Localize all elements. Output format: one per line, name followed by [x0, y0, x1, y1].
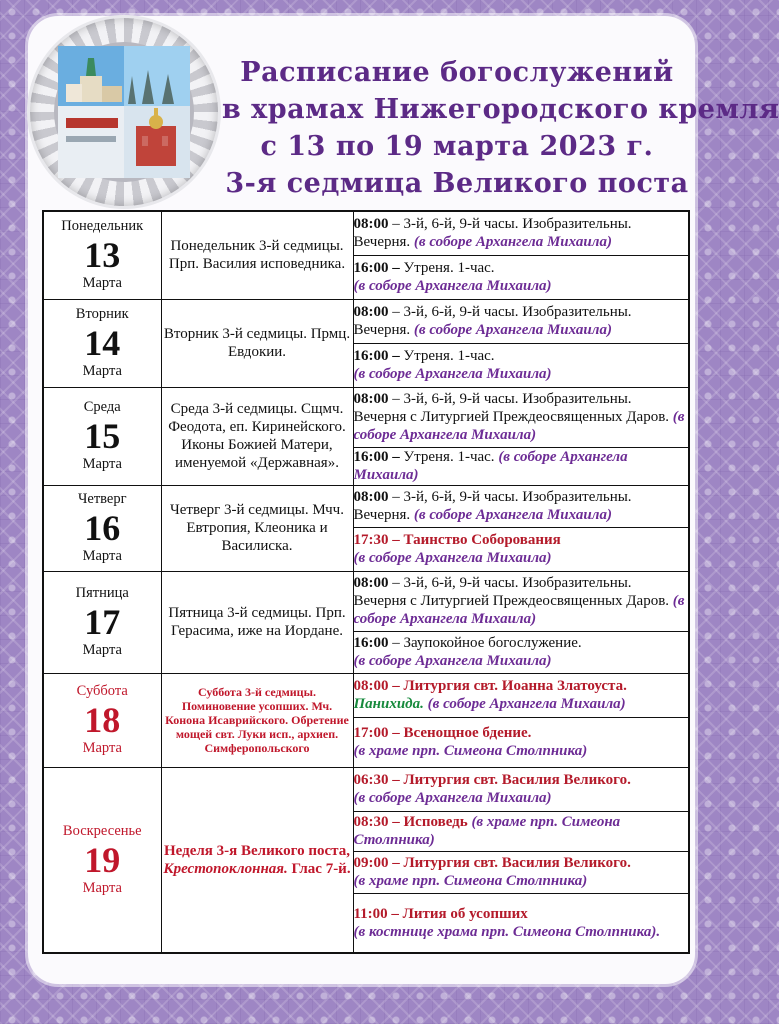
- service-extra: Панихида.: [353, 696, 424, 712]
- day-name: Вторник: [75, 306, 129, 322]
- service-entry: [353, 527, 689, 571]
- service-text: Исповедь: [403, 814, 468, 830]
- title-line-2: в храмах Нижегородского кремля: [222, 94, 779, 125]
- service-location: (в соборе Архангела Михаила): [413, 322, 612, 338]
- service-entry: [353, 851, 689, 893]
- service-separator: –: [388, 772, 404, 788]
- day-cell-friday: [43, 571, 161, 673]
- day-description: [161, 767, 353, 953]
- day-number: 17: [84, 602, 121, 642]
- service-time: 08:00: [353, 216, 389, 233]
- day-cell-tuesday: [43, 299, 161, 387]
- day-name: Воскресенье: [62, 822, 142, 839]
- day-cell-saturday: [43, 673, 161, 767]
- service-location: (в соборе Архангела Михаила): [353, 593, 685, 627]
- day-number: 18: [84, 700, 121, 740]
- day-name: Суббота: [76, 683, 128, 699]
- day-number: 15: [84, 416, 121, 456]
- service-time: 08:00: [353, 391, 389, 407]
- service-entry: [353, 767, 689, 811]
- day-month: Марта: [82, 879, 122, 896]
- day-number: 16: [84, 508, 121, 548]
- service-text: Литургия свт. Василия Великого.: [403, 855, 631, 871]
- service-location: (в соборе Архангела Михаила): [353, 790, 552, 806]
- title-line-3: с 13 по 19 марта 2023 г.: [260, 131, 654, 162]
- service-entry: [353, 717, 689, 767]
- day-name: Пятница: [75, 585, 129, 601]
- service-text: Утреня. 1-час.: [403, 449, 495, 465]
- service-text: Заупокойное богослужение.: [403, 635, 582, 651]
- service-time: 17:30: [353, 532, 389, 548]
- service-entry: [353, 447, 689, 485]
- day-cell-sunday: [43, 767, 161, 953]
- day-description: Среда 3-й седмицы. Сщмч. Феодота, еп. Киринейского. Иконы Божией Матери, именуемой «Державная».: [161, 387, 353, 485]
- day-cell-wednesday: [43, 387, 161, 485]
- table-row: [43, 673, 689, 717]
- day-name: Понедельник: [61, 218, 144, 235]
- title-line-1: Расписание богослужений: [240, 57, 674, 88]
- day-month: Марта: [82, 740, 122, 756]
- service-text: Лития об усопших: [402, 905, 528, 922]
- service-location: (в соборе Архангела Михаила): [413, 234, 612, 251]
- day-month: Марта: [82, 548, 122, 564]
- service-entry: [353, 673, 689, 717]
- service-location: (в соборе Архангела Михаила): [413, 507, 612, 523]
- table-row: [43, 485, 689, 527]
- service-text: 3-й, 6-й, 9-й часы. Изобразительны. Вечерня.: [353, 216, 632, 251]
- day-description: Вторник 3-й седмицы. Прмц. Евдокии.: [161, 299, 353, 387]
- desc-part: Глас 7-й.: [287, 860, 351, 877]
- service-location: (в храме прп. Симеона Столпника): [353, 743, 588, 759]
- service-entry: [353, 571, 689, 631]
- day-description: Четверг 3-й седмицы. Мчч. Евтропия, Клеоника и Василиска.: [161, 485, 353, 571]
- day-cell-thursday: [43, 485, 161, 571]
- service-text: 3-й, 6-й, 9-й часы. Изобразительны. Вечерня.: [353, 489, 632, 523]
- service-entry: [353, 299, 689, 343]
- service-entry: [353, 811, 689, 851]
- title-line-4: 3-я седмица Великого поста: [225, 168, 689, 199]
- service-time: 08:00: [353, 489, 389, 505]
- table-row: [43, 211, 689, 255]
- service-location: (в костнице храма прп. Симеона Столпника).: [353, 923, 661, 940]
- service-location: (в соборе Архангела Михаила): [353, 449, 628, 483]
- service-location: (в соборе Архангела Михаила): [353, 278, 552, 294]
- service-text: Литургия свт. Василия Великого.: [403, 772, 631, 788]
- service-separator: –: [388, 635, 404, 651]
- service-separator: –: [387, 905, 403, 922]
- service-location: (в соборе Архангела Михаила): [353, 366, 552, 382]
- service-entry: [353, 485, 689, 527]
- table-row: [43, 767, 689, 811]
- service-separator: –: [388, 575, 404, 591]
- service-location: (в храме прп. Симеона Столпника): [353, 873, 588, 889]
- schedule-table: [42, 210, 690, 954]
- service-text: 3-й, 6-й, 9-й часы. Изобразительны. Вечерня с Литургией Преждеосвященных Даров.: [353, 575, 670, 609]
- day-number: 13: [84, 235, 121, 276]
- desc-part: Неделя 3-я Великого поста,: [164, 842, 350, 859]
- day-month: Марта: [82, 363, 122, 379]
- service-time: 16:00: [353, 348, 389, 364]
- service-time: 06:30: [353, 772, 389, 788]
- service-time: 17:00: [353, 725, 389, 741]
- day-number: 19: [84, 839, 121, 880]
- service-location: (в соборе Архангела Михаила): [427, 696, 626, 712]
- day-month: Марта: [82, 642, 122, 658]
- service-location: (в соборе Архангела Михаила): [353, 409, 685, 443]
- service-entry: [353, 211, 689, 255]
- service-text: Таинство Соборования: [403, 532, 561, 548]
- day-month: Марта: [82, 275, 122, 292]
- day-description: Понедельник 3-й седмицы. Прп. Василия исповедника.: [161, 211, 353, 299]
- service-time: 16:00: [353, 449, 389, 465]
- service-location: (в храме прп. Симеона Столпника): [353, 814, 621, 848]
- service-separator: –: [388, 260, 404, 276]
- service-text: Утреня. 1-час.: [403, 348, 495, 364]
- table-row: [43, 299, 689, 343]
- day-number: 14: [84, 323, 121, 363]
- service-separator: –: [388, 814, 404, 830]
- service-separator: –: [388, 532, 404, 548]
- service-entry: [353, 893, 689, 953]
- service-time: 08:00: [353, 678, 389, 694]
- service-text: 3-й, 6-й, 9-й часы. Изобразительны. Вечерня.: [353, 304, 632, 338]
- service-time: 16:00: [353, 260, 389, 276]
- page-title: [222, 54, 779, 202]
- service-entry: [353, 631, 689, 673]
- service-separator: –: [388, 348, 404, 364]
- service-separator: –: [388, 304, 404, 320]
- day-description: Суббота 3-й седмицы. Поминовение усопших. Мч. Конона Исаврийского. Обретение мощей свт. Луки исп., архиеп. Симферопольского: [161, 673, 353, 767]
- service-entry: [353, 387, 689, 447]
- kremlin-photo-medallion: [30, 18, 218, 206]
- service-location: (в соборе Архангела Михаила): [353, 653, 552, 669]
- service-separator: –: [388, 449, 404, 465]
- service-time: 08:00: [353, 304, 389, 320]
- service-separator: –: [388, 489, 404, 505]
- service-time: 08:30: [353, 814, 389, 830]
- service-time: 16:00: [353, 635, 389, 651]
- service-separator: –: [388, 725, 404, 741]
- service-time: 08:00: [353, 575, 389, 591]
- service-separator: –: [388, 216, 404, 233]
- service-text: Всенощное бдение.: [403, 725, 532, 741]
- service-time: 09:00: [353, 855, 389, 871]
- table-row: [43, 571, 689, 631]
- kremlin-photo-icon: [58, 46, 190, 178]
- service-entry: [353, 343, 689, 387]
- service-entry: [353, 255, 689, 299]
- service-time: 11:00: [353, 905, 388, 922]
- service-text: Утреня. 1-час.: [403, 260, 495, 276]
- day-cell-monday: [43, 211, 161, 299]
- table-row: [43, 387, 689, 447]
- service-separator: –: [388, 678, 404, 694]
- day-name: Среда: [83, 399, 121, 415]
- service-separator: –: [388, 855, 404, 871]
- desc-italic: Крестопоклонная.: [163, 860, 288, 877]
- service-text: Литургия свт. Иоанна Златоуста.: [403, 678, 627, 694]
- service-separator: –: [388, 391, 404, 407]
- service-location: (в соборе Архангела Михаила): [353, 550, 552, 566]
- day-description: Пятница 3-й седмицы. Прп. Герасима, иже на Иордане.: [161, 571, 353, 673]
- service-text: 3-й, 6-й, 9-й часы. Изобразительны. Вечерня с Литургией Преждеосвященных Даров.: [353, 391, 670, 425]
- day-month: Марта: [82, 456, 122, 472]
- day-name: Четверг: [77, 491, 127, 507]
